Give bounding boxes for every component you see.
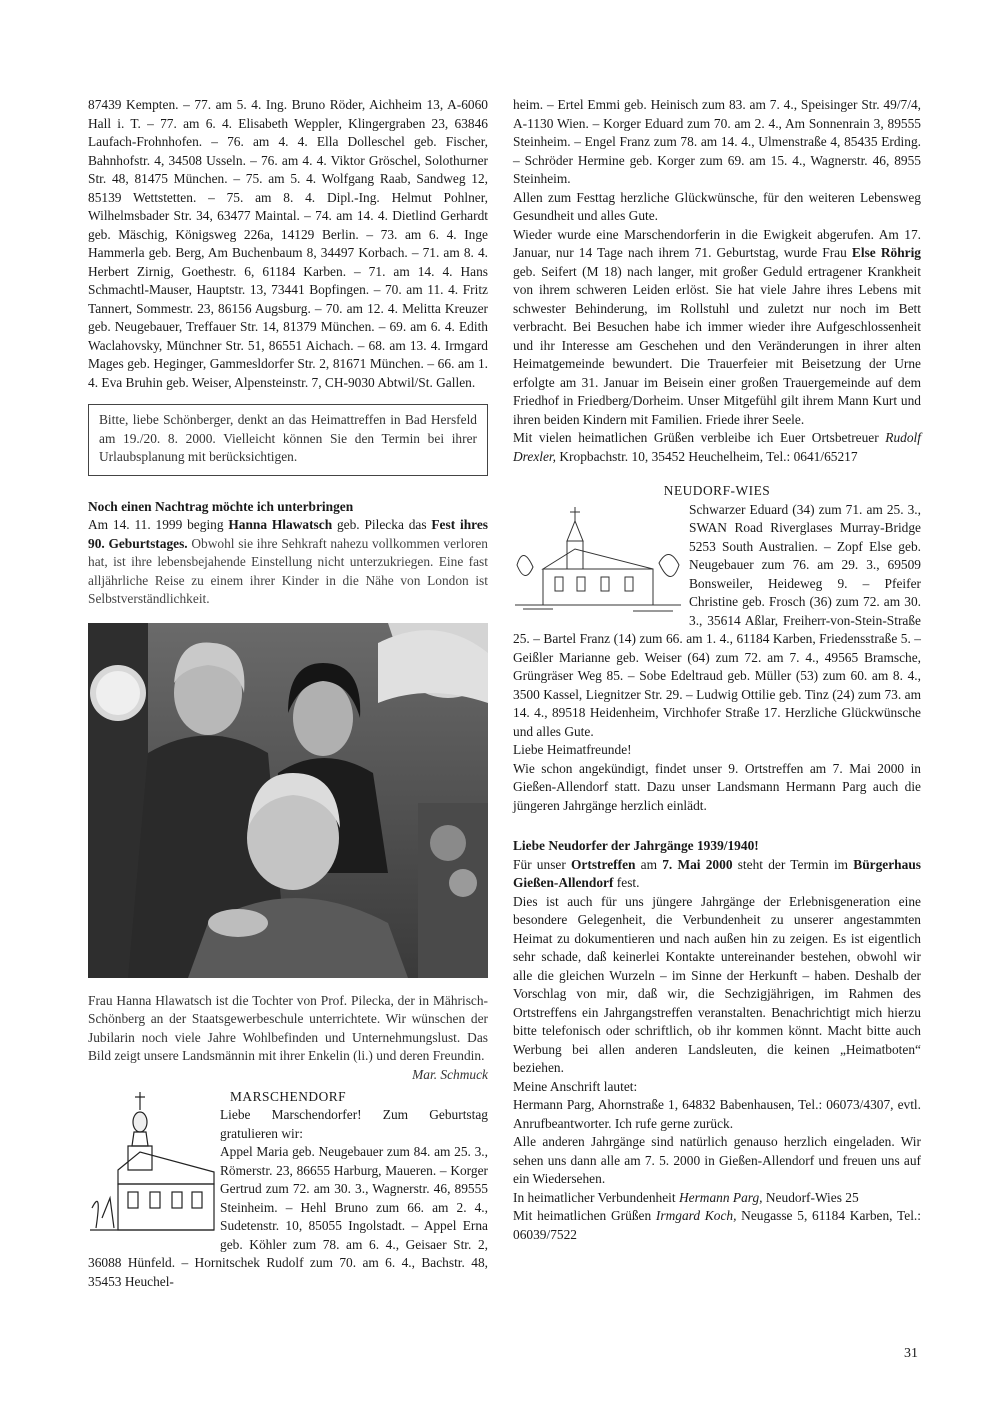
marschendorf-section (88, 1088, 488, 1292)
neudorf-meeting: Wie schon angekündigt, findet unser 9. Ortstreffen am 7. Mai 2000 in Gießen-Allendorf statt. Dazu unser Landsmann Hermann Parg auch die jüngeren Jahrgänge herzlich einlädt. (513, 760, 921, 813)
photo-illustration (88, 623, 488, 978)
marschendorf-list-continued: heim. – Ertel Emmi geb. Heinisch zum 83. am 7. 4., Speisinger Str. 49/7/4, A-1130 Wien. – Korger Eduard zum 70. am 2. 4., Am Sonnenrain 3, 89555 Steinheim. – Engel Franz zum 78. am 14. 4., Ulmenstraße 4, 85435 Erding. – Schröder Hermine geb. Korger zum 69. am 15. 4., Wagnerstr. 46, 8955 Steinheim. (513, 97, 921, 186)
right-column (513, 96, 921, 1244)
address: Hermann Parg, Ahornstraße 1, 64832 Babenhausen, Tel.: 06073/4307, evtl. Anrufbeantworter. Ich rufe gerne zurück. (513, 1097, 921, 1131)
notice-box (88, 404, 488, 476)
address-label: Meine Anschrift lautet: (513, 1078, 638, 1094)
ortsbetreuer-greeting: Mit vielen heimatlichen Grüßen verbleibe ich Euer Ortsbetreuer Rudolf Drexler, Kropbachstr. 10, 35452 Heuchelheim, Tel.: 0641/65217 (513, 430, 921, 464)
marschendorf-intro: Liebe Marschendorfer! Zum Geburtstag gratulieren wir: (220, 1107, 488, 1141)
nachtrag-heading: Noch einen Nachtrag möchte ich unterbringen (88, 498, 354, 514)
marschendorf-title: MARSCHENDORF (230, 1088, 347, 1104)
marschendorf-church-illustration (88, 1088, 216, 1244)
neudorf-church-illustration (513, 505, 683, 617)
obituary: Wieder wurde eine Marschendorferin in die Ewigkeit abgerufen. Am 17. Januar, nur 14 Tage nach ihrem 71. Geburtstag, wurde Frau Else Röhrig geb. Seifert (M 18) nach langer, mit großer Geduld ertragener Krankheit von ihrem schweren Leiden erlöst. Sie hat viele Jahre ihres Lebens mit schwester Behinderung, im Rollstuhl und zuletzt nur noch im Bett verbracht. Bei Besuchen habe ich immer wieder ihre Aufgeschlossenheit und ihr Interesse am Geschehen und den Veränderungen in ihrer alten Heimatgemeinde bewundert. Die Trauerfeier mit Beisetzung der Urne erfolgte am 31. Januar im Beisein einer großen Trauergemeinde auf dem Friedhof in Friedberg/Dorheim. Unser Mitgefühl gilt ihrem Mann Kurt und ihren beiden Kindern mit Familien. Friede ihrer Seele. (513, 226, 921, 427)
marschendorf-wishes: Allen zum Festtag herzliche Glückwünsche, für den weiteren Lebensweg Gesundheit und alles Gute. (513, 189, 921, 223)
nachtrag-name: Hanna Hlawatsch (228, 517, 333, 532)
birthday-list-continued: 87439 Kempten. – 77. am 5. 4. Ing. Bruno Röder, Aichheim 13, A-6060 Hall i. T. – 77. am 6. 4. Elisabeth Weppler, Klingergraben 23, 63846 Laufach-Frohnhofen. – 76. am 4. 4. Ella Dolleschel geb. Fischer, Bahnhofstr. 4, 34508 Usseln. – 76. am 4. 4. Viktor Gröschel, Solothurner Str. 48, 81475 München. – 75. am 5. 4. Wolfgang Raab, Sandweg 12, 85139 Wettstetten. – 75. am 8. 4. Dipl.-Ing. Helmut Pohlner, Wilhelmsbader Str. 34, 63477 Maintal. – 74. am 14. 4. Dietlind Gerhardt geb. Mäschig, Königsweg 226a, 14129 Berlin. – 73. am 6. 4. Inge Hammerla geb. Berg, Am Buchenbaum 8, 34497 Korbach. – 71. am 8. 4. Herbert Zirnig, Goethestr. 6, 61184 Karben. – 71. am 14. 4. Hans Schmachtl-Mauser, Hauptstr. 13, 73441 Bopfingen. – 70. am 11. 4. Fritz Tannert, Sommestr. 23, 86156 Augsburg. – 70. am 12. 4. Melitta Kreuzer geb. Neugebauer, Treffauer Str. 14, 81379 München. – 69. am 6. 4. Edith Waclahovsky, Münchner Str. 51, 86551 Aichach. – 68. am 13. 4. Irmgard Mages geb. Heginger, Gammesldorfer Str. 2, 81671 München. – 66. am 1. 4. Eva Bruhin geb. Weiser, Alpensteinstr. 7, CH-9030 Abtwil/St. Gallen. (88, 97, 488, 390)
closing-koch: Mit heimatlichen Grüßen Irmgard Koch, Neugasse 5, 61184 Karben, Tel.: 06039/7522 (513, 1208, 922, 1242)
jahrgaenge-body: Dies ist auch für uns jüngere Jahrgänge der Erlebnisgeneration eine besondere Gelegenheit, die Verbundenheit zu unserer angestammten Heimat zu dokumentieren und nach außen hin zu zeigen. Es ist eigentlich sehr schade, daß keinerlei Kontakte untereinander bestehen, obwohl wir alle die gleichen Wurzeln – im Sinne der Herkunft – haben. Deshalb der Vorschlag von mir, daß wir, die Sechzigjährigen, im Rahmen des Ortstreffens ein Jahrgangstreffen veranstalten. Benachrichtigt mich hierzu bitte telefonisch oder schriftlich, ob ihr kommen könnt. Macht bitte auch Werbung bei allen anderen Landsleuten, die keinen „Heimatboten“ beziehen. (513, 893, 921, 1075)
neudorf-section (513, 482, 921, 815)
neudorf-greeting: Liebe Heimatfreunde! (513, 742, 632, 757)
jahrgaenge-heading: Liebe Neudorfer der Jahrgänge 1939/1940! (513, 838, 759, 853)
invite-all: Alle anderen Jahrgänge sind natürlich genauso herzlich eingeladen. Wir sehen uns dann alle am 7. 5. 2000 in Gießen-Allendorf und freuen uns auf ein Wiedersehen. (513, 1134, 921, 1186)
nachtrag-text: Am 14. 11. 1999 beging Hanna Hlawatsch geb. Pilecka das Fest ihres 90. Geburtstages. Obwohl sie ihre Sehkraft nahezu vollkommen verloren hat, ist ihre lebensbejahende Einstellung nicht unterzukriegen. Eine fast alljährliche Reise zu einem ihrer Kinder in die Nähe von London ist Selbstverständlichkeit. (88, 517, 489, 606)
ortsbetreuer-name: Rudolf Drexler, (513, 430, 921, 464)
neudorf-list: Schwarzer Eduard (34) zum 71. am 25. 3., SWAN Road Riverglases Murray-Bridge 5253 South Australien. – Zopf Else geb. Neugebauer zum 76. am 29. 3., 69509 Bonsweiler, Heideweg 9. – Pfeifer Christine geb. Frosch (36) zum 72. am 30. 3., 35614 Aßlar, Freiherr-von-Stein-Straße 25. – Bartel Franz (14) zum 66. am 1. 4., 61184 Karben, Friedensstraße 5. – Geißler Marianne geb. Weiser (64) zum 72. am 7. 4., 49565 Bramsche, Grüngräser Weg 85. – Sobe Edeltraud geb. Müller (53) zum 60. am 8. 4., 3500 Kassel, Liegnitzer Str. 29. – Ludwig Ottilie geb. Tinz (24) zum 73. am 14. 4., 89518 Heidenheim, Virchhofer Straße 17. Herzliche Glückwünsche und alles Gute. (513, 501, 921, 739)
photo-caption: Frau Hanna Hlawatsch ist die Tochter von Prof. Pilecka, der in Mährisch-Schönberg an der Staatsgewerbeschule unterrichtete. Wir wünschen der Jubilarin noch viele Jahre Wohlbefinden und Unternehmungslust. Das Bild zeigt unsere Landsmännin mit ihrer Enkelin (li.) und deren Freundin. Mar. Schmuck (88, 992, 488, 1066)
jahrgaenge-lead: Für unser Ortstreffen am 7. Mai 2000 steht der Termin im Bürgerhaus Gießen-Allendorf fest. (513, 856, 921, 890)
closing-parg: In heimatlicher Verbundenheit Hermann Parg, Neudorf-Wies 25 (513, 1189, 859, 1205)
obituary-name: Else Röhrig (851, 245, 921, 260)
nachtrag-fest: Fest ihres 90. Geburtstages. (88, 517, 489, 551)
marschendorf-list: Appel Maria geb. Neugebauer zum 84. am 25. 3., Römerstr. 23, 86655 Harburg, Maueren. – Korger Gertrud zum 72. am 30. 3., Wagnerstr. 46, 89555 Steinheim. – Hehl Bruno zum 66. am 2. 4., Sudetenstr. 10, 85055 Ingolstadt. – Appel Erna geb. Köhler zum 78. am 6. 4., Geisaer Str. 2, 36088 Hünfeld. – Hornitschek Rudolf zum 70. am 6. 4., Bachstr. 48, 35453 Heuchel- (88, 1144, 488, 1289)
neudorf-title: NEUDORF-WIES (663, 483, 771, 498)
family-photo (88, 623, 488, 978)
notice-text: Bitte, liebe Schönberger, denkt an das Heimattreffen in Bad Hersfeld am 19./20. 8. 2000. Vielleicht können Sie den Termin bei ihrer Urlaubsplanung mit berücksichtigen. (99, 412, 477, 464)
left-column (88, 96, 488, 1291)
photo-credit: Mar. Schmuck (412, 1066, 488, 1082)
page-number: 31 (904, 1346, 918, 1361)
